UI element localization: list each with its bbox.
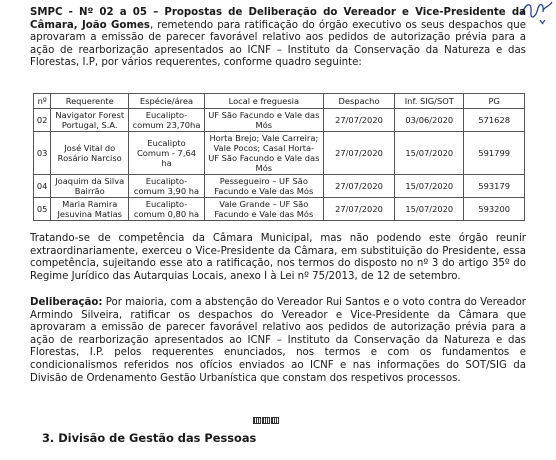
table-header: PG xyxy=(464,94,525,109)
table-cell: 571628 xyxy=(464,109,525,132)
table-cell: 02 xyxy=(34,109,51,132)
deliberation-label: Deliberação: xyxy=(30,297,103,308)
table-cell: 27/07/2020 xyxy=(323,198,394,221)
table-cell: Horta Brejo; Vale Carreira; Vale Pocos; Casal Horta- UF São Facundo e Vale das Mós xyxy=(204,132,323,175)
table-row xyxy=(34,132,525,175)
table-cell: Eucalipto-comum 0,80 ha xyxy=(129,198,205,221)
deliberation-paragraph xyxy=(30,297,526,385)
table-cell: José Vital do Rosário Narciso xyxy=(51,132,129,175)
applications-table xyxy=(33,93,525,221)
proposal-title: SMPC - Nº 02 a 05 – Propostas de Deliberação do Vereador e Vice-Presidente da Câmara, João Gomes xyxy=(30,7,526,31)
table-cell: 04 xyxy=(34,175,51,198)
deliberation-text: Por maioria, com a abstenção do Vereador Rui Santos e o voto contra do Vereador Armindo Silveira, ratificar os despachos do Vereador e Vice-Presidente da Câmara que aprovaram a emissão de parecer favorável relativo aos pedidos de autorização prévia para a ação de rearborização apresentados ao ICNF – Instituto da Conservação da Natureza e das Florestas, I.P. pelos requerentes enunciados, nos termos e com os fundamentos e condicionalismos referidos nos ofícios enviados ao ICNF e nas informações do SOT/SIG da Divisão de Ordenamento Gestão Urbanística que constam dos respetivos processos. xyxy=(30,297,526,384)
table-header: Despacho xyxy=(323,94,394,109)
table-cell: 593200 xyxy=(464,198,525,221)
table-header: Local e freguesia xyxy=(204,94,323,109)
table-cell: Maria Ramira Jesuvina Matias xyxy=(51,198,129,221)
table-cell: 03 xyxy=(34,132,51,175)
table-cell: 27/07/2020 xyxy=(323,132,394,175)
table-cell: Navigator Forest Portugal, S.A. xyxy=(51,109,129,132)
table-cell: 27/07/2020 xyxy=(323,109,394,132)
intro-paragraph xyxy=(30,7,526,70)
table-row xyxy=(34,109,525,132)
intro-text: , remetendo para ratificação do órgão executivo os seus despachos que aprovaram a emissão de parecer favorável relativo aos pedidos de autorização prévia para a ação de rearborização apresentados ao ICNF – Instituto da Conservação da Natureza e das Florestas, I.P, por vários requerentes, conforme quadro seguinte: xyxy=(30,19,526,69)
table-header: Inf. SIG/SOT xyxy=(395,94,464,109)
table-header: nº xyxy=(34,94,51,109)
table-cell: 15/07/2020 xyxy=(395,175,464,198)
table-cell: 591799 xyxy=(464,132,525,175)
table-row xyxy=(34,198,525,221)
section-separator-icon xyxy=(253,409,283,419)
table-cell: Eucalipto-comum 3,90 ha xyxy=(129,175,205,198)
table-cell: Eucalipto-comum 23,70ha xyxy=(129,109,205,132)
table-cell: 03/06/2020 xyxy=(395,109,464,132)
table-cell: 27/07/2020 xyxy=(323,175,394,198)
table-cell: UF São Facundo e Vale das Mós xyxy=(204,109,323,132)
table-cell: Eucalipto Comum - 7,64 ha xyxy=(129,132,205,175)
table-cell: 15/07/2020 xyxy=(395,132,464,175)
competence-paragraph: Tratando-se de competência da Câmara Municipal, mas não podendo este órgão reunir extraordinariamente, exerceu o Vice-Presidente da Câmara, em substituição do Presidente, essa competência, sujeitando esse ato a ratificação, nos termos do disposto no nº 3 do artigo 35º do Regime Jurídico das Autarquias Locais, anexo I à Lei nº 75/2013, de 12 de setembro. xyxy=(30,233,526,282)
table-header-row xyxy=(34,94,525,109)
table-cell: 05 xyxy=(34,198,51,221)
table-cell: Joaquim da Silva Bairrão xyxy=(51,175,129,198)
table-header: Requerente xyxy=(51,94,129,109)
table-row xyxy=(34,175,525,198)
table-cell: 593179 xyxy=(464,175,525,198)
table-cell: Pessegueiro – UF São Facundo e Vale das Mós xyxy=(204,175,323,198)
table-cell: 15/07/2020 xyxy=(395,198,464,221)
table-header: Espécie/área xyxy=(129,94,205,109)
section-heading: 3. Divisão de Gestão das Pessoas xyxy=(42,431,257,445)
table-cell: Vale Grande – UF São Facundo e Vale das Mós xyxy=(204,198,323,221)
